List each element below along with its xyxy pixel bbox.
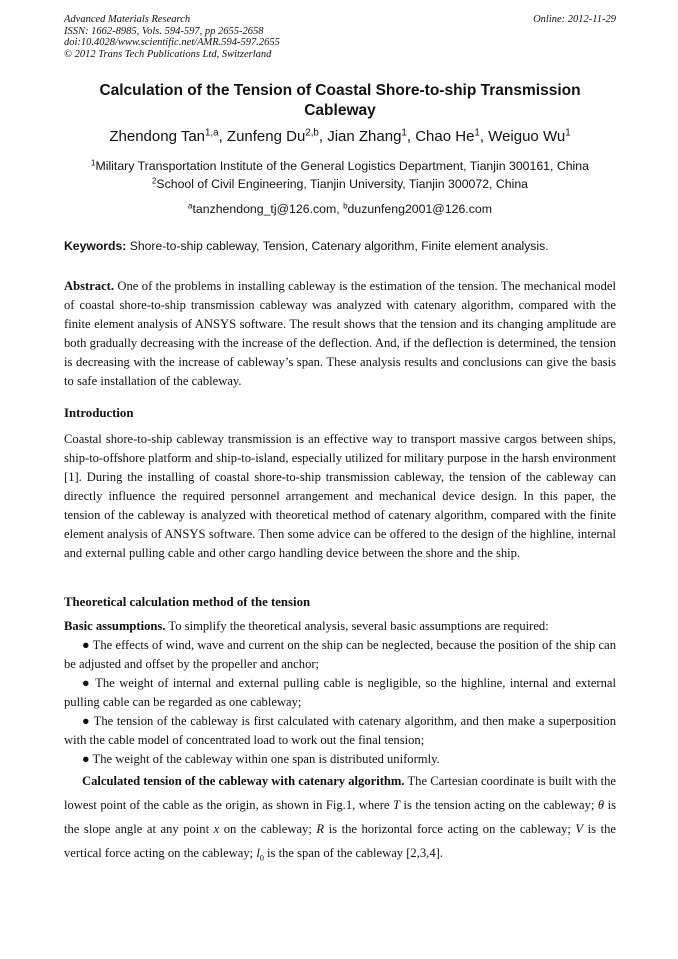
assumption-bullet: ● The weight of the cableway within one span is distributed uniformly. (82, 752, 440, 766)
introduction-heading: Introduction (64, 406, 134, 420)
author: Weiguo Wu$^1$ (488, 127, 571, 145)
affiliation-2: $^2$School of Civil Engineering, Tianjin University, Tianjin 300072, China (151, 176, 529, 191)
email-line: $^a$tanzhendong_tj@126.com, $^b$duzunfeng2001@126.com (188, 201, 492, 216)
abstract-label: Abstract. (64, 279, 115, 293)
online-date: Online: 2012-11-29 (533, 14, 616, 25)
author: Zunfeng Du$^{2,b}$, (226, 127, 328, 145)
introduction-text: Coastal shore-to-ship cableway transmission is an effective way to transport massive cargos between ships, ship-to-offshore platform and ship-to-island, especially utilized for military purpose in the harsh environment [1]. During the installing of coastal shore-to-ship transmission cableway, the tension of the cableway can directly influence the required personnel arrangement and mechanical device design. In this paper, the tension of the cableway is analyzed with theoretical method of catenary algorithm, compared with the finite element analysis of ANSYS software. Then some advice can be offered to the design of the highline, internal and external pulling cable and other cargo handling device between the shore and the ship. (64, 432, 616, 560)
author-list (40, 127, 640, 147)
keywords (64, 239, 624, 254)
author: Chao He$^1$, (415, 127, 489, 145)
affiliation-1: $^1$Military Transportation Institute of the General Logistics Department, Tianjin 300161, China (91, 158, 589, 173)
theory-heading: Theoretical calculation method of the tension (64, 595, 311, 609)
paper-title (64, 81, 616, 121)
assumption-bullet: ● The weight of internal and external pulling cable is negligible, so the highline, internal and external pulling cable can be regarded as one cableway; (64, 676, 616, 709)
journal-name: Advanced Materials Research (64, 14, 191, 25)
title-line-2: Cableway (304, 102, 376, 119)
title-line-1: Calculation of the Tension of Coastal Shore-to-ship Transmission (99, 82, 581, 99)
catenary-paragraph: Calculated tension of the cableway with catenary algorithm. The Cartesian coordinate is built with the lowest point of the cable as the origin, as shown in Fig.1, where T is the tension acting on the cableway; θ is the slope angle at any point x on the cableway; R is the horizontal force acting on the cableway; V is the vertical force acting on the cableway; $l_0$ is the span of the cableway [2,3,4]. (64, 774, 616, 863)
abstract (64, 277, 616, 391)
issn-line: ISSN: 1662-8985, Vols. 594-597, pp 2655-2658 (64, 25, 264, 37)
journal-header (64, 14, 616, 60)
author: Jian Zhang$^1$, (327, 127, 416, 145)
keywords-text: Shore-to-ship cableway, Tension, Catenary algorithm, Finite element analysis. (126, 239, 549, 253)
basic-assumptions: Basic assumptions. To simplify the theoretical analysis, several basic assumptions are required: (64, 619, 549, 633)
assumption-bullet: ● The effects of wind, wave and current on the ship can be neglected, because the position of the ship can be adjusted and offset by the propeller and anchor; (64, 638, 616, 671)
copyright-line: © 2012 Trans Tech Publications Ltd, Switzerland (64, 48, 272, 60)
doi-line: doi:10.4028/www.scientific.net/AMR.594-597.2655 (64, 37, 280, 48)
assumption-bullet: ● The tension of the cableway is first calculated with catenary algorithm, and then make a superposition with the cable model of concentrated load to work out the final tension; (64, 714, 616, 747)
author: Zhendong Tan$^{1,a}$, (109, 127, 227, 145)
keywords-label: Keywords: (64, 239, 127, 253)
theory-body (64, 617, 616, 871)
abstract-text: One of the problems in installing cableway is the estimation of the tension. The mechanical model of coastal shore-to-ship transmission cableway was analyzed with catenary algorithm, compared with the finite element analysis of ANSYS software. The result shows that the tension and its changing amplitude are both gradually decreasing with the increase of the deflection. And, if the deflection is determined, the tension is decreasing with the increase of cableway’s span. These analysis results and conclusions can give the basis to safe installation of the cableway. (64, 279, 616, 388)
